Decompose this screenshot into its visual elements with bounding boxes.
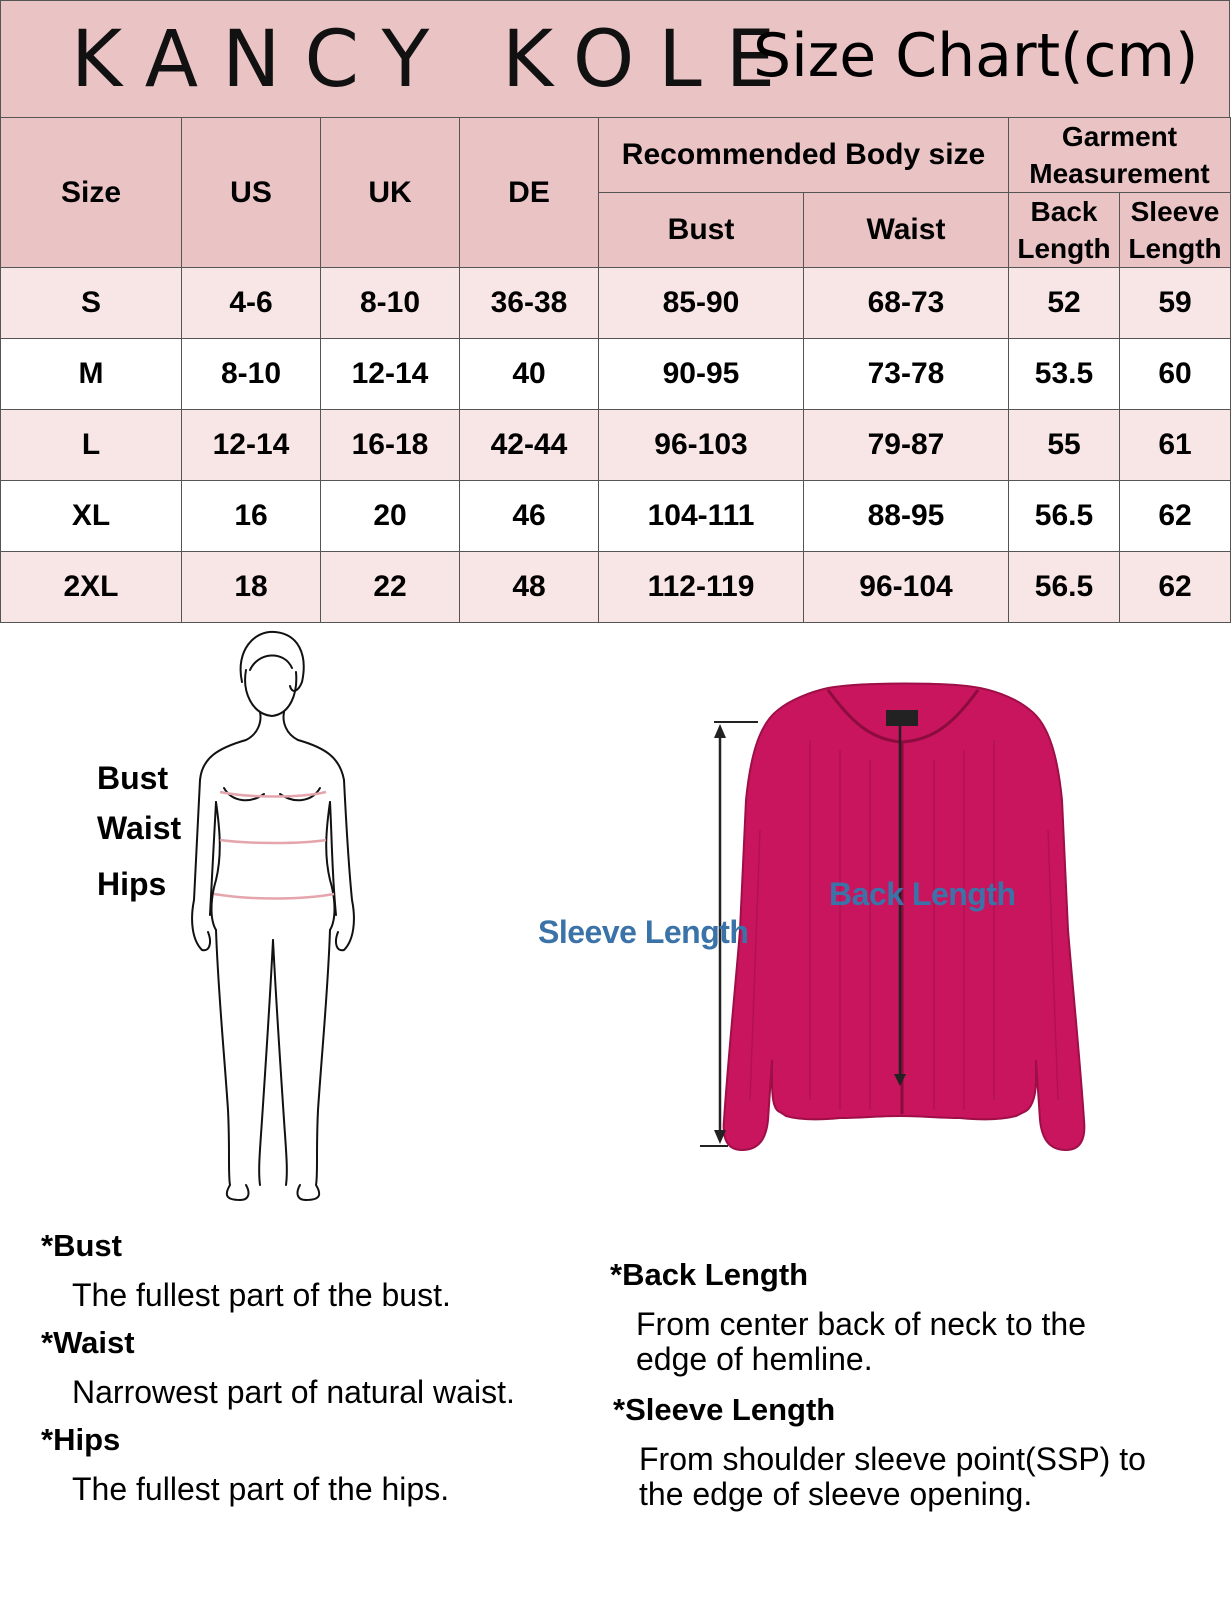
definition-bust-title: *Bust [41, 1228, 122, 1263]
table-row [1, 481, 1231, 552]
definition-back-length-line2: edge of hemline. [636, 1341, 873, 1377]
header-bust: Bust [599, 193, 804, 268]
cell-de: 36-38 [460, 268, 599, 339]
table-row [1, 268, 1231, 339]
header-sleeve-line1: Sleeve [1130, 196, 1220, 227]
cell-sleeve: 61 [1120, 410, 1231, 481]
table-row [1, 339, 1231, 410]
cell-waist: 73-78 [804, 339, 1009, 410]
cell-back: 53.5 [1009, 339, 1120, 410]
header-garment-line2: Measurement [1029, 158, 1210, 189]
definition-sleeve-length-title: *Sleeve Length [613, 1392, 836, 1427]
definition-sleeve-length [613, 1392, 1146, 1512]
cell-bust: 112-119 [599, 552, 804, 623]
cell-us: 8-10 [182, 339, 321, 410]
header-back-length [1009, 193, 1120, 268]
figure-label-bust: Bust [97, 760, 169, 796]
definition-sleeve-length-line1: From shoulder sleeve point(SSP) to [639, 1441, 1146, 1477]
cell-back: 55 [1009, 410, 1120, 481]
definition-back-length-line1: From center back of neck to the [636, 1306, 1086, 1342]
definition-waist-title: *Waist [41, 1325, 135, 1360]
definition-back-length [610, 1257, 1086, 1377]
cell-bust: 90-95 [599, 339, 804, 410]
cell-waist: 88-95 [804, 481, 1009, 552]
cell-bust: 96-103 [599, 410, 804, 481]
cell-bust: 85-90 [599, 268, 804, 339]
cell-us: 12-14 [182, 410, 321, 481]
definition-bust [41, 1228, 451, 1313]
cell-size: XL [1, 481, 182, 552]
definition-hips-body: The fullest part of the hips. [72, 1471, 450, 1507]
header-waist: Waist [804, 193, 1009, 268]
cell-size: L [1, 410, 182, 481]
header-size: Size [1, 118, 182, 268]
cell-de: 40 [460, 339, 599, 410]
header-de: DE [460, 118, 599, 268]
cell-size: 2XL [1, 552, 182, 623]
definition-hips-title: *Hips [41, 1422, 121, 1457]
cell-waist: 68-73 [804, 268, 1009, 339]
cell-uk: 16-18 [321, 410, 460, 481]
cell-sleeve: 60 [1120, 339, 1231, 410]
cell-uk: 20 [321, 481, 460, 552]
definition-back-length-title: *Back Length [610, 1257, 809, 1292]
cell-back: 52 [1009, 268, 1120, 339]
back-length-label: Back Length [829, 876, 1016, 912]
cell-sleeve: 62 [1120, 481, 1231, 552]
cell-de: 48 [460, 552, 599, 623]
definition-hips [41, 1422, 449, 1507]
header-recommended-body-size: Recommended Body size [599, 118, 1009, 193]
cell-de: 42-44 [460, 410, 599, 481]
cell-size: M [1, 339, 182, 410]
page-title: Size Chart(cm) [753, 21, 1199, 91]
cell-us: 16 [182, 481, 321, 552]
header-sleeve-length [1120, 193, 1231, 268]
header-back-line2: Length [1017, 233, 1111, 264]
cardigan-product-image [700, 680, 1120, 1170]
definition-waist [41, 1325, 515, 1410]
definition-sleeve-length-line2: the edge of sleeve opening. [639, 1476, 1033, 1512]
cell-uk: 12-14 [321, 339, 460, 410]
cell-uk: 8-10 [321, 268, 460, 339]
header-garment-measurement [1009, 118, 1231, 193]
header-uk: UK [321, 118, 460, 268]
cell-size: S [1, 268, 182, 339]
figure-label-hips: Hips [97, 866, 167, 902]
header-sleeve-line2: Length [1128, 233, 1222, 264]
brand-logo-text: KANCY KOLE [71, 15, 800, 105]
body-silhouette-illustration [180, 630, 380, 1220]
sleeve-length-label: Sleeve Length [538, 914, 749, 950]
cell-uk: 22 [321, 552, 460, 623]
header-back-line1: Back [1030, 196, 1098, 227]
table-row [1, 552, 1231, 623]
cell-waist: 79-87 [804, 410, 1009, 481]
cell-bust: 104-111 [599, 481, 804, 552]
cell-waist: 96-104 [804, 552, 1009, 623]
header-garment-line1: Garment [1061, 121, 1178, 152]
definition-waist-body: Narrowest part of natural waist. [72, 1374, 515, 1410]
definition-sleeve-length-body [639, 1442, 1146, 1512]
cell-sleeve: 62 [1120, 552, 1231, 623]
figure-label-waist: Waist [97, 810, 182, 846]
header-banner [0, 0, 1230, 118]
header-us: US [182, 118, 321, 268]
cell-us: 18 [182, 552, 321, 623]
cell-back: 56.5 [1009, 481, 1120, 552]
definition-back-length-body [636, 1307, 1086, 1377]
table-header-row [1, 118, 1231, 193]
cell-back: 56.5 [1009, 552, 1120, 623]
definition-bust-body: The fullest part of the bust. [72, 1277, 451, 1313]
cell-us: 4-6 [182, 268, 321, 339]
cell-de: 46 [460, 481, 599, 552]
cell-sleeve: 59 [1120, 268, 1231, 339]
table-row [1, 410, 1231, 481]
size-table [0, 117, 1231, 623]
